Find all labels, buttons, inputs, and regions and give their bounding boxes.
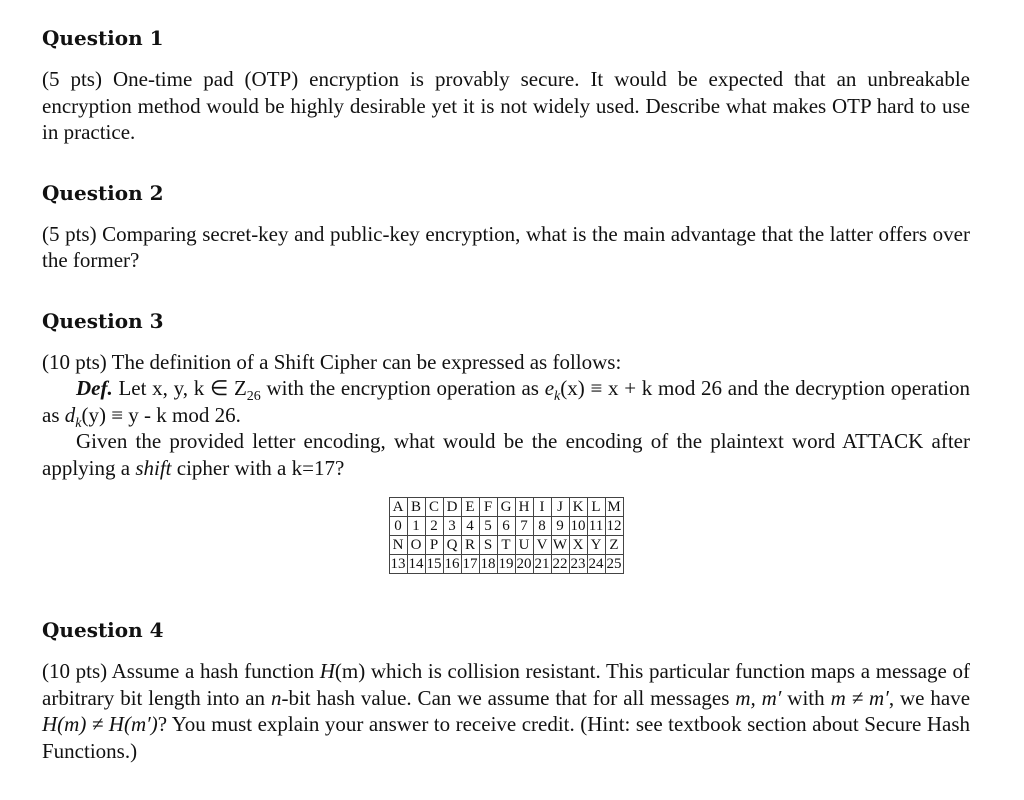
table-cell: 5 (479, 517, 497, 536)
table-cell: W (552, 537, 568, 553)
table-cell: Q (443, 536, 461, 555)
table-cell: E (461, 498, 479, 517)
table-cell: M (605, 498, 623, 517)
table-cell: 16 (444, 556, 460, 572)
table-cell: 2 (425, 517, 443, 536)
table-cell: 6 (497, 517, 515, 536)
table-cell: C (425, 498, 443, 517)
question-1-text: One-time pad (OTP) encryption is provably secure. It would be expected that an unbreakable encryption method would be highly desirable yet it is not widely used. Describe what makes OTP hard to use in practice. (42, 67, 971, 144)
table-row (389, 555, 623, 574)
question-2-points: (5 pts) (42, 221, 97, 246)
table-cell: 20 (516, 556, 532, 572)
table-cell: 12 (606, 518, 622, 534)
table-cell: S (479, 536, 497, 555)
table-cell: 3 (443, 517, 461, 536)
table-cell: I (533, 498, 551, 517)
question-1-body (42, 66, 970, 146)
table-cell: V (533, 536, 551, 555)
table-cell: J (551, 498, 569, 517)
table-cell: D (443, 498, 461, 517)
question-4-title: Question 4 (42, 618, 164, 642)
table-cell: 11 (588, 518, 604, 534)
table-cell: 24 (588, 556, 604, 572)
question-2 (42, 179, 970, 274)
table-cell: 10 (570, 518, 586, 534)
question-1-title: Question 1 (42, 26, 164, 50)
table-cell: 19 (498, 556, 514, 572)
question-3-intro: (10 pts) The definition of a Shift Cipher can be expressed as follows: (42, 349, 622, 374)
question-3 (42, 307, 970, 575)
question-2-text: Comparing secret-key and public-key encryption, what is the main advantage that the latter offers over the former? (42, 221, 970, 272)
table-cell: R (461, 536, 479, 555)
table-cell: 23 (570, 556, 586, 572)
question-1 (42, 24, 970, 146)
table-cell: T (497, 536, 515, 555)
letter-encoding-table (389, 497, 624, 574)
question-1-points: (5 pts) (42, 67, 102, 91)
table-cell: 8 (533, 517, 551, 536)
document (42, 24, 970, 764)
table-cell: N (389, 536, 407, 555)
table-cell: 7 (515, 517, 533, 536)
table-row (389, 536, 623, 555)
table-cell: P (425, 536, 443, 555)
table-cell: X (569, 536, 587, 555)
table-row (389, 517, 623, 536)
question-3-definition: Def. Let x, y, k ∈ $Z_{26}$ with the encryption operation as $e_k(x) \equiv x + k$ mod 26 and the decryption operation as $d_k(y) \equiv y - k$ mod 26. (42, 376, 970, 431)
table-cell: 4 (461, 517, 479, 536)
table-cell: 17 (462, 556, 478, 572)
table-cell: O (407, 536, 425, 555)
table-cell: A (389, 498, 407, 517)
table-cell: 13 (390, 556, 406, 572)
question-3-given: Given the provided letter encoding, what would be the encoding of the plaintext word ATTACK after applying a shift cipher with a k=17? (42, 429, 970, 480)
table-cell: F (479, 498, 497, 517)
table-cell: H (515, 498, 533, 517)
table-cell: B (407, 498, 425, 517)
definition-label: Def. (76, 376, 113, 400)
table-cell: 14 (408, 556, 424, 572)
table-cell: 22 (552, 556, 568, 572)
table-cell: Y (587, 536, 605, 555)
question-4-body: (10 pts) Assume a hash function H(m) which is collision resistant. This particular function maps a message of arbitrary bit length into an n-bit hash value. Can we assume that for all messages m, m′ with m ≠ m′, we have H(m) ≠ H(m′)? You must explain your answer to receive credit. (Hint: see textbook section about Secure Hash Functions.) (42, 659, 971, 763)
table-cell: 25 (606, 556, 622, 572)
table-cell: K (569, 498, 587, 517)
table-cell: 21 (534, 556, 550, 572)
table-cell: 15 (426, 556, 442, 572)
table-cell: U (515, 536, 533, 555)
table-cell: G (497, 498, 515, 517)
table-cell: 1 (407, 517, 425, 536)
table-cell: 0 (389, 517, 407, 536)
table-cell: Z (605, 536, 623, 555)
table-cell: 18 (480, 556, 496, 572)
table-cell: 9 (551, 517, 569, 536)
question-4 (42, 616, 970, 764)
question-2-title: Question 2 (42, 180, 164, 205)
table-row (389, 498, 623, 517)
question-2-body (42, 221, 970, 274)
table-cell: L (587, 498, 605, 517)
question-3-title: Question 3 (42, 308, 164, 333)
